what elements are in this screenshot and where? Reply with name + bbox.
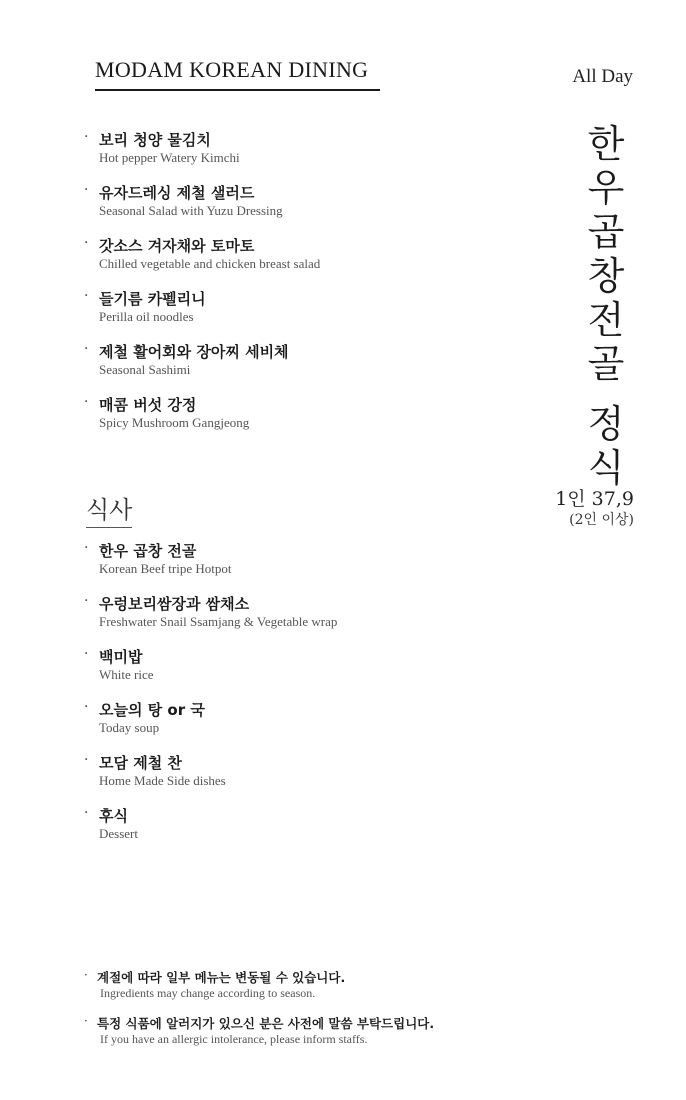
starter-list (84, 129, 524, 447)
course-title-char: 전 (587, 298, 625, 342)
menu-item (84, 235, 524, 288)
footnote-english: If you have an allergic intolerance, please inform staffs. (100, 1032, 368, 1046)
bullet-icon: · (84, 968, 88, 982)
bullet-icon: · (84, 394, 89, 410)
bullet-icon: · (84, 593, 89, 609)
footnote-korean: 계절에 따라 일부 메뉴는 변동될 수 있습니다. (97, 970, 346, 985)
footnote (84, 1014, 604, 1060)
menu-item-korean: 보리 청양 물김치 (99, 131, 211, 149)
menu-item (84, 646, 524, 699)
menu-item (84, 394, 524, 447)
menu-item (84, 182, 524, 235)
menu-item-korean: 제철 활어회와 장아찌 세비체 (99, 343, 289, 361)
menu-item-english: Seasonal Sashimi (99, 362, 191, 377)
menu-item (84, 593, 524, 646)
menu-item (84, 288, 524, 341)
bullet-icon: · (84, 752, 89, 768)
menu-item-english: Seasonal Salad with Yuzu Dressing (99, 203, 283, 218)
menu-item (84, 752, 524, 805)
course-title-char: 정 (587, 402, 625, 446)
menu-item-english: Home Made Side dishes (99, 773, 226, 788)
menu-item-english: Korean Beef tripe Hotpot (99, 561, 232, 576)
menu-item-korean: 한우 곱창 전골 (99, 542, 197, 560)
bullet-icon: · (84, 288, 89, 304)
menu-item (84, 699, 524, 752)
course-title-char: 창 (587, 254, 625, 298)
meal-list (84, 540, 524, 858)
brand-title: MODAM KOREAN DINING (95, 57, 369, 82)
bullet-icon: · (84, 805, 89, 821)
course-title-char: 우 (587, 166, 625, 210)
course-title-char: 골 (587, 342, 625, 386)
bullet-icon: · (84, 699, 89, 715)
menu-item-korean: 갓소스 겨자채와 토마토 (99, 237, 255, 255)
course-title-char: 식 (587, 446, 625, 490)
menu-item-english: Hot pepper Watery Kimchi (99, 150, 240, 165)
menu-item-english: Today soup (99, 720, 160, 735)
bullet-icon: · (84, 129, 89, 145)
menu-item (84, 129, 524, 182)
menu-item (84, 341, 524, 394)
menu-item-korean: 후식 (99, 807, 128, 825)
course-price: 1인 37,9 (555, 488, 634, 510)
service-label: All Day (572, 66, 633, 87)
course-title-vertical (570, 122, 642, 490)
footnote-korean: 특정 식품에 알러지가 있으신 분은 사전에 말씀 부탁드립니다. (97, 1016, 435, 1031)
menu-item-korean: 백미밥 (99, 648, 143, 666)
menu-item-english: Chilled vegetable and chicken breast salad (99, 256, 321, 271)
footnote (84, 968, 604, 1014)
menu-item-korean: 모담 제철 찬 (99, 754, 182, 772)
menu-item-english: White rice (99, 667, 154, 682)
bullet-icon: · (84, 235, 89, 251)
bullet-icon: · (84, 341, 89, 357)
menu-item (84, 540, 524, 593)
menu-item-korean: 우렁보리쌈장과 쌈채소 (99, 595, 250, 613)
menu-item-korean: 유자드레싱 제철 샐러드 (99, 184, 255, 202)
section-title-meal: 식사 (86, 490, 132, 528)
menu-item-korean: 매콤 버섯 강정 (99, 396, 197, 414)
bullet-icon: · (84, 540, 89, 556)
brand-underline (95, 89, 380, 91)
menu-item-english: Perilla oil noodles (99, 309, 194, 324)
bullet-icon: · (84, 182, 89, 198)
menu-item-english: Freshwater Snail Ssamjang & Vegetable wrap (99, 614, 338, 629)
menu-item-korean: 오늘의 탕 or 국 (99, 701, 205, 719)
course-price-note: (2인 이상) (569, 512, 634, 528)
bullet-icon: · (84, 646, 89, 662)
footnotes (84, 968, 604, 1060)
menu-item-english: Spicy Mushroom Gangjeong (99, 415, 250, 430)
footnote-english: Ingredients may change according to season. (100, 986, 316, 1000)
bullet-icon: · (84, 1014, 88, 1028)
course-title-char: 곱 (587, 210, 625, 254)
course-title-char: 한 (587, 122, 625, 166)
menu-item-korean: 들기름 카펠리니 (99, 290, 206, 308)
menu-item (84, 805, 524, 858)
menu-item-english: Dessert (99, 826, 138, 841)
